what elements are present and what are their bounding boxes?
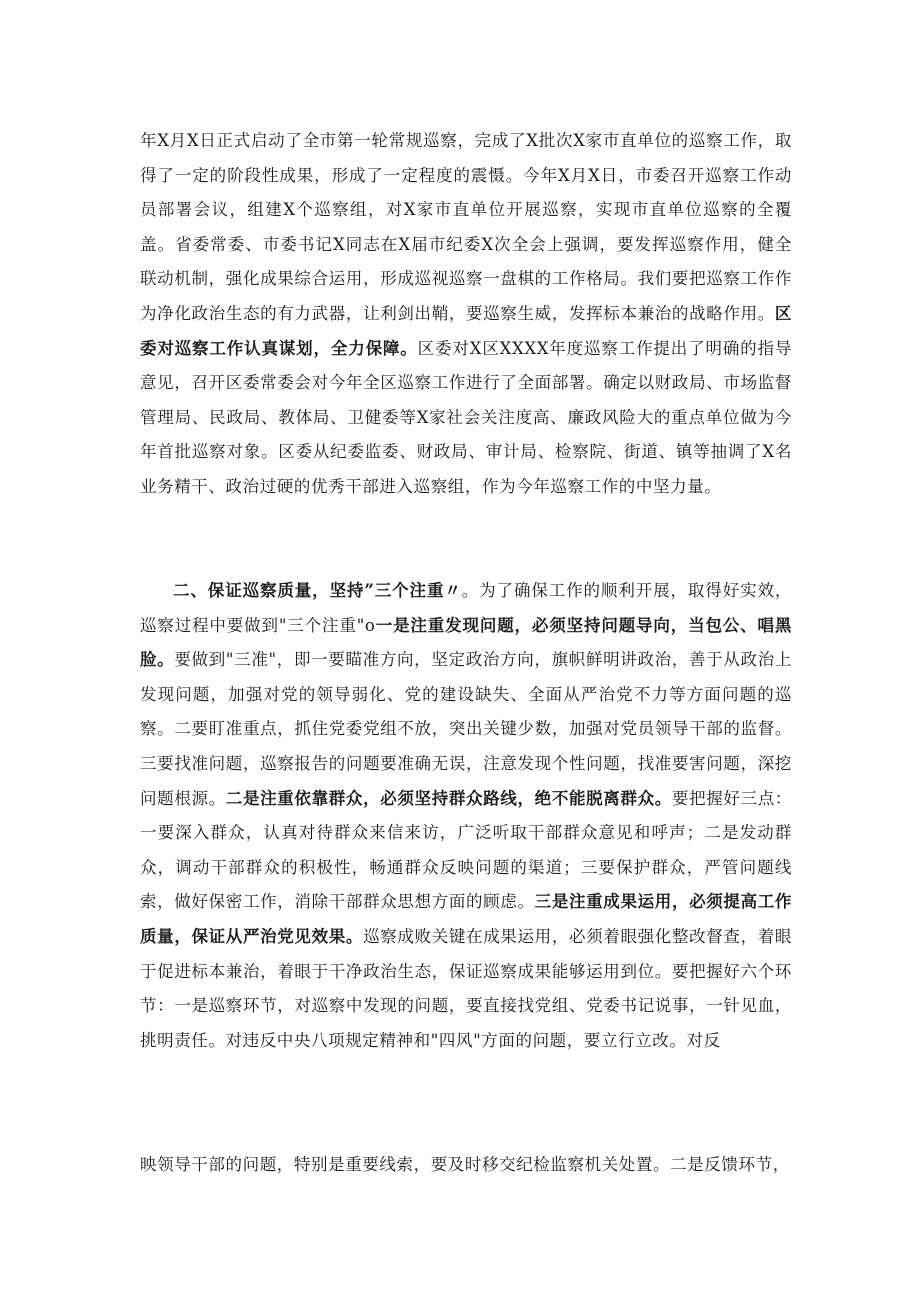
paragraph-3 (140, 1148, 792, 1183)
bold-text-segment: 二是注重依靠群众，必须坚持群众路线，绝不能脱离群众。 (225, 788, 672, 808)
bold-text-segment: 一是注重发现问题，必须坚持问题导向，当包公、唱黑脸。 (140, 615, 792, 670)
text-segment: 巡察成败关键在成果运用，必须着眼强化整改督查，着眼于促进标本兼治，着眼于干净政治生态，保证巡察成果能够运用到位。要把握好六个环节：一是巡察环节，对巡察中发现的问题，要直接找党组、党委书记说事，一针见血，挑明责任。对违反中央八项规定精神和"四风"方面的问题，要立行立改。对反 (140, 926, 792, 1050)
text-segment: 。为了确保工作的顺利开展，取得好实效，巡察过程中要做到"三个注重"o (140, 581, 792, 635)
text-segment: 映领导干部的问题，特别是重要线索，要及时移交纪检监察机关处置。二是反馈环节， (140, 1155, 790, 1174)
bold-text-segment: 三是注重成果运用，必须提高工作质量，保证从严治党见效果。 (140, 892, 792, 946)
section-heading: 二、保证巡察质量，坚持”三个注重〃 (173, 581, 462, 600)
text-segment: 年X月X日正式启动了全市第一轮常规巡察，完成了X批次X家市直单位的巡察工作，取得了一定的阶段性成果，形成了一定程度的震慑。今年X月X日，市委召开巡察工作动员部署会议，组建X个巡察组，对X家市直单位开展巡察，实现市直单位巡察的全覆盖。省委常委、市委书记X同志在X届市纪委X次全会上强调，要发挥巡察作用，健全联动机制，强化成果综合运用，形成巡视巡察一盘棋的工作格局。我们要把巡察工作作为净化政治生态的有力武器，让利剑出鞘，要巡察生威，发挥标本兼治的战略作用。 (140, 131, 792, 323)
paragraph-1 (140, 124, 792, 505)
text-segment: 要把握好三点：一要深入群众，认真对待群众来信来访，广泛听取干部群众意见和呼声；二是发动群众，调动干部群众的积极性，畅通群众反映问题的渠道；三要保护群众，严管问题线索，做好保密工作，消除干部群众思想方面的顾虑。 (140, 788, 792, 912)
paragraph-2 (140, 574, 792, 1058)
bold-text-segment: 区委对巡察工作认真谋划，全力保障。 (140, 303, 792, 358)
text-segment: 要做到"三准"，即一要瞄准方向，坚定政治方向，旗帜鲜明讲政治，善于从政治上发现问题，加强对党的领导弱化、党的建设缺失、全面从严治党不力等方面问题的巡察。二要盯准重点，抓住党委党组不放，突出关键少数，加强对党员领导干部的监督。三要找准问题，巡察报告的问题要准确无误，注意发现个性问题，找准要害问题，深挖问题根源。 (140, 650, 792, 808)
text-segment: 区委对X区XXXX年度巡察工作提出了明确的指导意见，召开区委常委会对今年全区巡察工作进行了全面部署。确定以财政局、市场监督管理局、民政局、教体局、卫健委等X家社会关注度高、廉政风险大的重点单位做为今年首批巡察对象。区委从纪委监委、财政局、审计局、检察院、街道、镇等抽调了X名业务精干、政治过硬的优秀干部进入巡察组，作为今年巡察工作的中坚力量。 (140, 338, 792, 496)
